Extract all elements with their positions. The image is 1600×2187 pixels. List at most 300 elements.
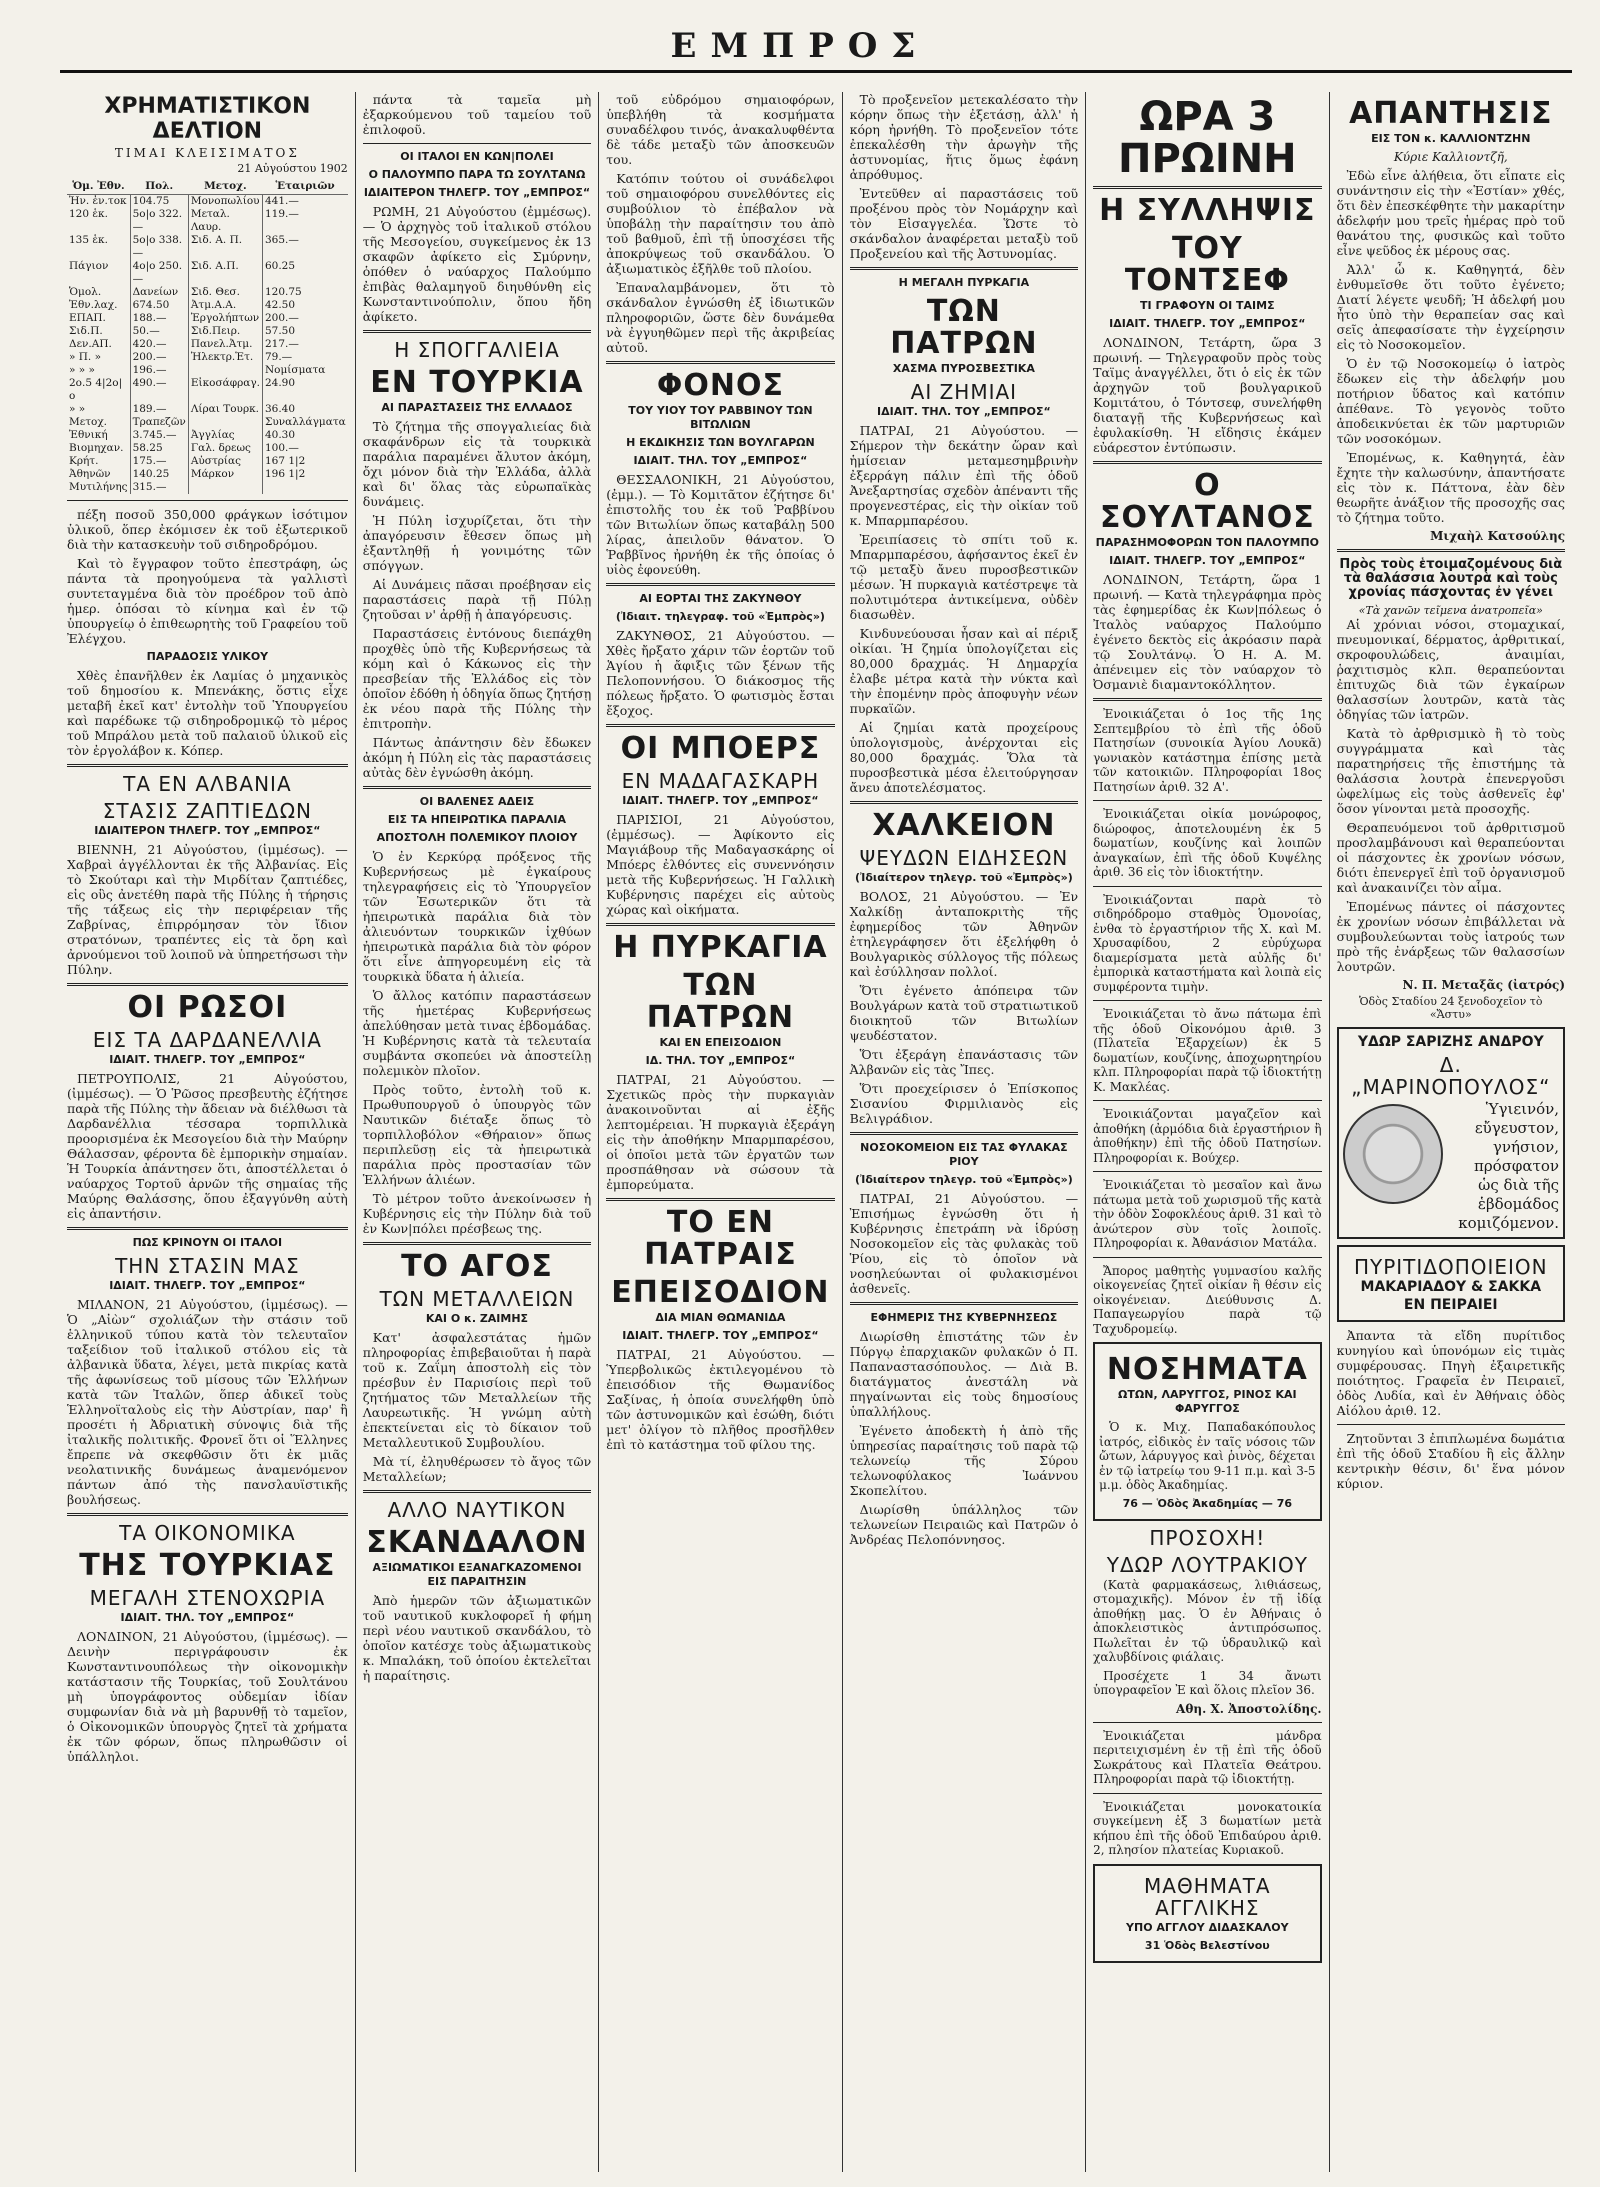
headline: ΜΕΓΑΛΗ ΣΤΕΝΟΧΩΡΙΑ — [89, 1586, 326, 1610]
telegram-line: ΙΔΙΑΙΤΕΡΟΝ ΤΗΛΕΓΡ. ΤΟΥ „ΕΜΠΡΟΣ“ — [94, 824, 321, 837]
article-text: Παραστάσεις ἐντόνους διεπάχθη προχθὲς ὑπὸ τῆς Κυβερνήσεως τὰ κόμη καὶ ὁ Κάκωνος εἰς τὴν πρεσβείαν τῆς Ἑλλάδος εἰς τὸν ὁποῖον ἐδόθη ἡ ὁδηγία ὅπως ζητήσῃ ἐκ νέου παρὰ τῆς Πύλης τὴν ἐπιτροπὴν. — [362, 626, 592, 731]
headline: ΑΠΑΝΤΗΣΙΣ — [1349, 96, 1553, 131]
classified-ad: Ἐνοικιάζεται οἰκία μονώροφος, διώροφος, ἀποτελουμένη ἐκ 5 δωματίων, κουζίνης καὶ λοιπῶν ἀναγκαίων, ἐπὶ τῆς ὁδοῦ Κυψέλης ἀριθ. 36 εἰς τὸν ἰδιοκτήτην. — [1093, 807, 1322, 879]
divider — [1093, 186, 1321, 189]
finance-cell: Μετοχ. — [67, 416, 130, 429]
finance-cell: Μάρκον — [188, 468, 262, 481]
finance-cell: 3.745.— — [130, 429, 188, 442]
article-text: Ὅτι ἐγένετο ἀπόπειρα τῶν Βουλγάρων κατὰ τοῦ στρατιωτικοῦ διοικητοῦ τῶν Βιτωλίων ψευδέστατον. — [849, 983, 1079, 1043]
article-text: Ἡ Πύλη ἰσχυρίζεται, ὅτι τὴν ἀπαγόρευσιν ἔθεσεν ὅπως μὴ ἐξαντληθῇ ἡ γονιμότης τῶν σπόγγων. — [362, 513, 592, 573]
headline: ΤΟ ΕΝ ΠΑΤΡΑΙΣ — [644, 1205, 797, 1272]
divider — [1093, 1722, 1321, 1723]
finance-cell: 50.— — [130, 325, 188, 338]
ad-address: 31 Ὁδὸς Βελεστίνου — [1144, 1938, 1270, 1952]
article-text: Ἐπομένως, κ. Καθηγητά, ἐὰν ἔχητε τὴν καλωσύνην, ἀπαντήσατε εἰς τὸν κ. Πάττονα, ἐὰν δὲν θεωρῆτε ἀνάξιον τῆς προσοχῆς σας τὸ ζήτημα τοῦτο. — [1336, 450, 1566, 525]
telegram-line: ΙΔΙΑΙΤ. ΤΗΛΕΓΡ. ΤΟΥ „ΕΜΠΡΟΣ“ — [622, 794, 819, 807]
divider — [1093, 800, 1321, 801]
finance-header-cell: Ὁμ. Ἐθν. — [67, 179, 130, 195]
finance-cell: Μονοπωλίου — [188, 195, 262, 209]
finance-row — [67, 455, 348, 468]
finance-cell: 100.— — [264, 442, 299, 454]
finance-row — [67, 468, 348, 481]
finance-row — [67, 416, 348, 429]
quote: «Τὰ χανῶν τεῖμενα ἀνατροπεῖα» — [1358, 604, 1543, 617]
article-text: Αἱ Δυνάμεις πᾶσαι προέβησαν εἰς παραστάσεις παρὰ τῇ Πύλῃ ζητοῦσαι ν' ἀρθῇ ἡ ἀπαγόρευσις. — [362, 577, 592, 622]
article-text: ΠΑΤΡΑΙ, 21 Αὐγούστου. — Ὑπερβολικῶς ἐκτιλεγομένου τὸ ἐπεισόδιον τῆς Θωμανίδος Σαξίνας, ἡ ὁποία συνελήφθη ὑπὸ τῶν ἀστυνομικῶν καὶ ἐσώθη, διότι μετ' ὀλίγον τὸ πλῆθος προσῆλθεν ἐπὶ τὸ κατάστημα τοῦ φίλου της. — [606, 1347, 835, 1452]
finance-header-cell: Ἑταιριῶν — [262, 179, 347, 195]
finance-cell: Σιδ.Π. — [67, 325, 130, 338]
columns — [60, 92, 1572, 2172]
telegram-line: ΙΔΙΑΙΤ. ΤΗΛΕΓΡ. ΤΟΥ „ΕΜΠΡΟΣ“ — [622, 1329, 819, 1342]
ad-address: 76 — Ὁδὸς Ἀκαδημίας — 76 — [1122, 1496, 1293, 1510]
telegram-line: ΙΔΙΑΙΤ. ΤΗΛ. ΤΟΥ „ΕΜΠΡΟΣ“ — [633, 454, 808, 467]
article-text: ΖΑΚΥΝΘΟΣ, 21 Αὐγούστου. — Χθὲς ἤρξατο χάριν τῶν ἑορτῶν τοῦ Ἁγίου ἡ ἄφιξις τῶν ξένων τῆς Πελοποννήσου. Ὁ διάκοσμος τῆς πόλεως ἤρξατο. Ὁ φωτισμὸς ἔσται ἔξοχος. — [606, 628, 835, 718]
article-text: Ἀπαντα τὰ εἴδη πυρίτιδος κυνηγίου καὶ ὑπονόμων εἰς τιμὰς συμφέρουσας. Πηγὴ ἐξαιρετικῆς ποιότητος. Γραφεῖα ἐν Πειραιεῖ, ὁδὸς Λυδία, καὶ ἐν Ἀθήναις ὁδὸς Αἰόλου ἀριθ. 12. — [1336, 1328, 1566, 1418]
divider — [1093, 1257, 1321, 1258]
article-text: Ὁ ἐν τῷ Νοσοκομείῳ ὁ ἰατρὸς ἔδωκεν εἰς τὴν ἀδελφήν μου ποτήριον ὕδατος καὶ κατόπιν ἀπέθανε. Τὸ γεγονὸς τοῦτο ἀποδεικνύεται ἐκ τῶν μαρτυριῶν τῶν νοσοκόμων. — [1336, 356, 1566, 446]
finance-row — [67, 234, 348, 260]
article-text: Διωρίσθη ὑπάλληλος τῶν τελωνείων Πειραιῶς καὶ Πατρῶν ὁ Ἀνδρέας Πελοπόννησος. — [849, 1502, 1079, 1547]
finance-row — [67, 208, 348, 234]
finance-row — [67, 195, 348, 209]
article-text: ΒΟΛΟΣ, 21 Αὐγούστου. — Ἐν Χαλκίδῃ ἀνταποκριτὴς τῆς ἐφημερίδος τῶν Ἀθηνῶν ἐτηλεγράφησεν ὅτι ἐξελήφθη ὁ Βουλγαρικὸς σύλλογος τῆς πόλεως καὶ ἐσύλλησαν πολλοί. — [849, 889, 1079, 979]
ad-subheading: ΥΠΟ ΑΓΓΛΟΥ ΔΙΔΑΣΚΑΛΟΥ — [1126, 1920, 1289, 1934]
column-4 — [843, 92, 1086, 2172]
finance-cell: Ὁμολ. — [67, 286, 130, 299]
ad-text: Προσέχετε 1 34 ἄνωτι ὑπογραφεῖον Ἐ καὶ ὅλοις πλεῖον 36. — [1093, 1668, 1322, 1697]
article-text: Ἐγένετο ἀποδεκτὴ ἡ ἀπὸ τῆς ὑπηρεσίας παραίτησις τοῦ παρὰ τῷ τελωνείῳ τῆς Σύρου τελωνοφύλακος Ἰωάννου Σκοπελίτου. — [849, 1423, 1079, 1498]
finance-cell: » Π. » — [67, 351, 130, 364]
masthead: ΕΜΠΡΟΣ — [670, 26, 930, 66]
article-text: ΛΟΝΔΙΝΟΝ, 21 Αὐγούστου, (ἰμμέσως). — Δεινὴν περιγράφουσιν ἐκ Κωνσταντινουπόλεως τὴν οἰκονομικὴν κατάστασιν τῆς Τουρκίας, τοῦ Σουλτάνου μὴ ὑπογράφοντος οὐδεμίαν ἰδίαν συμφωνίαν διὰ νὰ μὴ βαρυνθῇ τὸ ταμεῖον, ὁ Οἰκονομικῶν ὑπουργὸς ζητεῖ τὰ χρήματα ἐκ τῶν φόρων, ὅπως πληρωθῶσιν οἱ ὑπάλληλοι. — [67, 1629, 348, 1764]
finance-cell: 120 ἑκ. — [67, 208, 130, 234]
telegram-line: (Ἰδιαιτ. τηλεγραφ. τοῦ «Ἐμπρὸς») — [615, 610, 825, 623]
divider — [1093, 461, 1321, 464]
finance-cell: 79.— — [264, 351, 293, 363]
finance-cell: 420.— — [130, 338, 188, 351]
headline: ΧΑΛΚΕΙΟΝ — [872, 808, 1056, 843]
finance-cell: Μυτιλήνης — [67, 481, 130, 494]
classified-ad: Ἐνοικιάζεται τὸ ἄνω πάτωμα ἐπὶ τῆς ὁδοῦ Οἰκονόμου ἀριθ. 3 (Πλατεῖα Ἐξαρχείων) ἐκ 5 δωματίων, κουζίνης, ἀποχωρητηρίου κλπ. Πληροφορίαι παρὰ τῷ ἰδιοκτήτῃ Κ. Μακλέας. — [1093, 1007, 1322, 1094]
article-text: Τὸ προξενεῖον μετεκαλέσατο τὴν κόρην ὅπως τὴν ἐξετάσῃ, ἀλλ' ἡ κόρη ἠρνήθη. Τὸ προξενεῖον τότε ἐπεκαλέσθη τὴν ἀρωγὴν τῆς ἀστυνομίας, ἥτις ὅμως ἐφάνη ἀπρόθυμος. — [849, 92, 1079, 182]
ad-text: Ὑγιεινόν, εὔγευστον, γνήσιον, πρόσφατον ὡς διὰ τῆς ἑβδομάδος κομιζόμενον. — [1458, 1100, 1560, 1232]
article-text: ΛΟΝΔΙΝΟΝ, Τετάρτη, ὥρα 1 πρωινή. — Κατὰ τηλεγράφημα πρὸς τὰς ἐφημερίδας ἐκ Κων|πόλεως ὁ Ἰταλὸς ναύαρχος Παλούμπο ἐγένετο δεκτὸς εἰς ἀκρόασιν παρὰ τῷ Σουλτάνῳ. Ὁ Η. Α. Μ. ἀπένειμεν εἰς τὸν ναύαρχον τὸ Ὀσμανιὲ διαμαντοκόλλητον. — [1093, 572, 1322, 692]
headline: ΑΙ ΕΟΡΤΑΙ ΤΗΣ ΖΑΚΥΝΘΟΥ — [639, 592, 802, 605]
finance-cell — [188, 416, 262, 429]
article-text: Ἐντεῦθεν αἱ παραστάσεις τοῦ προξένου πρὸς τὸν Νομάρχην καὶ τὸν Εἰσαγγελέα. Ὥστε τὸ σκάνδαλον ἀναφέρεται μεταξὺ τοῦ Προξενείου καὶ τῆς Ἀστυνομίας. — [849, 186, 1079, 261]
article-text: Ἐπομένως πάντες οἱ πάσχοντες ἐκ χρονίων νόσων ἐπιβάλλεται νὰ συμβουλεύωνται τοὺς ἰατρούς των πρὸ τῆς ἐνάρξεως τῶν θαλασσίων λουτρῶν. — [1336, 899, 1566, 974]
telegram-line: ΙΔΙΑΙΤ. ΤΗΛ. ΤΟΥ „ΕΜΠΡΟΣ“ — [120, 1611, 295, 1624]
divider — [1093, 1171, 1321, 1172]
address: Ὁδὸς Σταδίου 24 ξενοδοχεῖον τὸ «Ἄστυ» — [1359, 995, 1543, 1021]
headline: ΤΗΝ ΣΤΑΣΙΝ ΜΑΣ — [115, 1254, 300, 1278]
article-text: Χθὲς ἐπανῆλθεν ἐκ Λαμίας ὁ μηχανικὸς τοῦ δημοσίου κ. Μπενάκης, ὅστις εἶχε μεταβῆ ἐκεῖ κατ' ἐντολὴν τοῦ Ὑπουργείου καὶ παρέδωκε τῷ σιδηροδρομικῷ τὸ μέρος τοῦ Μπράλου μετὰ τοῦ παλαιοῦ ὑλικοῦ εἰς τὸν ἐργολάβον κ. Κόπερ. — [67, 668, 348, 758]
finance-cell: 119.— — [264, 208, 299, 220]
finance-body — [67, 195, 348, 495]
article-text: Πάντως ἀπάντησιν δὲν ἔδωκεν ἀκόμη ἡ Πύλη εἰς τὰς παραστάσεις αὐτὰς δὲν ἐγνώσθη ἀκόμη. — [362, 735, 592, 780]
telegram-line: ΙΔΙΑΙΤ. ΤΗΛ. ΤΟΥ „ΕΜΠΡΟΣ“ — [877, 405, 1051, 418]
finance-row — [67, 351, 348, 364]
finance-cell: 188.— — [130, 312, 188, 325]
article-text: Θεραπευόμενοι τοῦ ἀρθριτισμοῦ προσλαμβάνουσι καὶ θεραπεύονται οἱ πάσχοντες ἐκ χρονίων νόσων, διότι ἐπενεργεῖ ἐπὶ τοῦ ὀργανισμοῦ καὶ ἀνακαινίζει τὸν αἷμα. — [1336, 820, 1566, 895]
article-text: Ὅτι ἐξεράγη ἐπανάστασις τῶν Ἀλβανῶν εἰς τὰς Ἴπες. — [849, 1047, 1079, 1077]
headline: ΠΩΣ ΚΡΙΝΟΥΝ ΟΙ ΙΤΑΛΟΙ — [132, 1236, 283, 1249]
classified-ad: Ἐνοικιάζεται ὁ 1ος τῆς 1ης Σεπτεμβρίου τὸ ἐπὶ τῆς ὁδοῦ Πατησίων (συνοικία Ἀγίου Λουκᾶ) γωνιακὸν κατάστημα ἐπίσης μετὰ τῶν κατοικιῶν. Πληροφορίαι 18ος Πατησίων ἀριθ. 32 Α'. — [1093, 707, 1322, 794]
article-text: ΒΙΕΝΝΗ, 21 Αὐγούστου, (ἰμμέσως). — Χαβραὶ ἀγγέλλονται ἐκ τῆς Ἀλβανίας. Εἰς τὸ Σκούταρι καὶ τὴν Μιρδίταν ζαπτιέδες, εἰς οὓς ἀνετέθη παρὰ τῆς Πύλης ἡ τήρησις τῆς τάξεως εἰς τὴν περιφέρειαν τῆς Ζαβρίνας, ἐπιρρόμησαν τὸν ἴδιον στρατόνων, τραπέντες εἰς τὰ ὄρη καὶ ἀρνούμενοι τοῦ λοιποῦ νὰ ὑπηρετήσωσι τὴν Πύλην. — [67, 842, 348, 977]
divider — [363, 1490, 591, 1493]
headline: ΤΩΝ ΠΑΤΡΩΝ — [646, 968, 795, 1035]
headline: Ο ΣΟΥΛΤΑΝΟΣ — [1099, 468, 1315, 535]
finance-cell: Τραπεζῶν — [130, 416, 188, 429]
finance-row — [67, 429, 348, 442]
headline: ΩΡΑ 3 ΠΡΩΙΝΗ — [1118, 94, 1297, 182]
telegram-line: ΙΔΙΑΙΤ. ΤΗΛΕΓΡ. ΤΟΥ „ΕΜΠΡΟΣ“ — [1109, 317, 1306, 330]
divider — [1093, 1793, 1321, 1794]
headline: ΝΟΣΟΚΟΜΕΙΟΝ ΕΙΣ ΤΑΣ ΦΥΛΑΚΑΣ ΡΙΟΥ — [860, 1141, 1068, 1168]
ad-box-mathimata — [1093, 1864, 1321, 1963]
finance-row — [67, 403, 348, 416]
finance-cell: Λίραι Τουρκ. — [188, 403, 262, 416]
divider — [606, 583, 834, 586]
telegram-line: ΙΔ. ΤΗΛ. ΤΟΥ „ΕΜΠΡΟΣ“ — [645, 1054, 796, 1067]
headline: Η ΠΥΡΚΑΓΙΑ — [613, 930, 828, 965]
ad-heading: ΠΥΡΙΤΙΔΟΠΟΙΕΙΟΝ — [1353, 1255, 1548, 1279]
ad-subheading: ΩΤΩΝ, ΛΑΡΥΓΓΟΣ, ΡΙΝΟΣ ΚΑΙ ΦΑΡΥΓΓΟΣ — [1118, 1388, 1297, 1415]
divider — [1337, 549, 1565, 552]
divider — [1093, 886, 1321, 887]
finance-header-cell: Μετοχ. — [188, 179, 262, 195]
finance-cell: 24.90 — [264, 377, 296, 389]
divider — [850, 1302, 1078, 1305]
headline: Η ΣΠΟΓΓΑΛΙΕΙΑ — [394, 338, 560, 362]
headline: ΑΙ ΖΗΜΙΑΙ — [910, 380, 1018, 404]
headline: ΑΠΟΣΤΟΛΗ ΠΟΛΕΜΙΚΟΥ ΠΛΟΙΟΥ — [376, 831, 578, 844]
ad-heading: ΕΝ ΠΕΙΡΑΙΕΙ — [1403, 1297, 1498, 1313]
article-text: Κατ' ἀσφαλεστάτας ἡμῶν πληροφορίας ἐπιβεβαιοῦται ἡ παρὰ τοῦ κ. Ζαΐμη ἀποστολὴ εἰς τὸν πρέσβυν ἐν Παρισίοις περὶ τοῦ ζητήματος τῶν Μεταλλείων τῆς Λαυρεωτικῆς. Ἡ γνώμη αὐτὴ ἐπεκτείνεται εἰς τὸ δίκαιον τοῦ Μεταλλευτικοῦ Συμβουλίου. — [362, 1330, 592, 1450]
finance-cell: Ἀγγλίας — [188, 429, 262, 442]
telegram-line: (Ἰδιαίτερον τηλεγρ. τοῦ «Ἐμπρὸς») — [855, 1173, 1073, 1186]
headline: ΤΟ ΑΓΟΣ — [401, 1249, 553, 1284]
top-rule — [60, 70, 1572, 73]
headline: ΤΟΥ ΤΟΝΤΣΕΦ — [1124, 231, 1290, 298]
finance-cell: Ἀθηνῶν — [67, 468, 130, 481]
article-text: ΠΑΤΡΑΙ, 21 Αὐγούστου. — Σήμερον τὴν δεκάτην ὥραν καὶ ἡμίσειαν μεταμεσημβρινὴν ἐξερράγη πάλιν ἐπὶ τῆς ὁδοῦ Ἀνεξαρτησίας σχεδὸν ἀπέναντι τῆς προγενεστέρας, εἰς τὴν οἰκίαν τοῦ κ. Μπαρμπαρέσου. — [849, 423, 1079, 528]
article-text: Ἀπὸ ἡμερῶν τῶν ἀξιωματικῶν τοῦ ναυτικοῦ κυκλοφορεῖ ἡ φήμη περὶ νέου ναυτικοῦ σκανδάλου, τὸ ὁποῖον κατέσχε τοὺς ἀξιωματικοὺς κ. Μπαλάκη, τοῦ ὁποίου ἐκτελεῖται ἡ παραίτησις. — [362, 1593, 592, 1683]
divider — [67, 500, 348, 501]
finance-cell: 200.— — [264, 312, 299, 324]
divider — [606, 923, 834, 926]
divider — [850, 267, 1078, 270]
headline: ΕΙΣ ΤΑ ΔΑΡΔΑΝΕΛΛΙΑ — [92, 1028, 322, 1052]
finance-cell: Νομίσματα — [264, 364, 326, 376]
headline: ΚΑΙ ΕΝ ΕΠΕΙΣΟΔΙΟΝ — [659, 1036, 782, 1049]
ad-heading: ΜΑΚΑΡΙΑΔΟΥ & ΣΑΚΚΑ — [1360, 1279, 1542, 1295]
divider — [606, 724, 834, 727]
headline: ΦΟΝΟΣ — [656, 368, 784, 403]
headline: ΤΑ ΕΝ ΑΛΒΑΝΙΑ — [123, 772, 292, 796]
finance-cell — [188, 364, 262, 377]
finance-cell: Συναλλάγματα — [264, 416, 346, 428]
column-5 — [1086, 92, 1329, 2172]
finance-cell: 5ο|ο 338.— — [130, 234, 188, 260]
finance-cell: 2ο.5 4|2ο|ο — [67, 377, 130, 403]
headline: ΣΚΑΝΔΑΛΟΝ — [366, 1525, 588, 1560]
finance-row — [67, 338, 348, 351]
ad-heading: ΥΔΩΡ ΣΑΡΙΖΗΣ ΑΝΔΡΟΥ — [1357, 1034, 1544, 1050]
headline: ΕΙΣ ΤΑ ΗΠΕΙΡΩΤΙΚΑ ΠΑΡΑΛΙΑ — [387, 813, 567, 826]
finance-cell: 5ο|ο 322.— — [130, 208, 188, 234]
headline: ΟΙ ΜΠΟΕΡΣ — [620, 731, 821, 766]
finance-header-cell: Πολ. — [130, 179, 188, 195]
divider — [1093, 1100, 1321, 1101]
finance-row — [67, 481, 348, 494]
finance-cell: Δανείων — [130, 286, 188, 299]
divider — [363, 143, 591, 144]
finance-row — [67, 325, 348, 338]
article-text: πάντα τὰ ταμεῖα μὴ ἐξαρκούμενου τοῦ ταμείου τοῦ ἐπιλοφοῦ. — [362, 92, 592, 137]
headline: ΑΞΙΩΜΑΤΙΚΟΙ ΕΞΑΝΑΓΚΑΖΟΜΕΝΟΙ ΕΙΣ ΠΑΡΑΙΤΗΣΙΝ — [372, 1561, 582, 1588]
article-text: Διωρίσθη ἐπιστάτης τῶν ἐν Πύργῳ ἐπαρχιακῶν φυλακῶν ὁ Π. Παπαναστασόπουλος. — Διὰ Β. διατάγματος ἀνεστάλη νὰ πηγαίνωνται εἰς τοὺς δημοσίους ὑπαλλήλους. — [849, 1329, 1079, 1419]
divider — [850, 801, 1078, 804]
headline: Ο ΠΑΛΟΥΜΠΟ ΠΑΡΑ ΤΩ ΣΟΥΛΤΑΝΩ — [368, 168, 586, 181]
article-text: Τὸ μέτρον τοῦτο ἀνεκοίνωσεν ἡ Κυβέρνησις εἰς τὴν Πύλην διὰ τοῦ ἐν Κων|πόλει πρέσβεως της. — [362, 1191, 592, 1236]
finance-row — [67, 312, 348, 325]
ad-heading: ΠΡΟΣΟΧΗ! — [1149, 1525, 1266, 1550]
article-text: Ἐπαναλαμβάνομεν, ὅτι τὸ σκάνδαλον ἐγνώσθη ἐξ ἰδιωτικῶν πληροφοριῶν, ὥστε δὲν δυνάμεθα νὰ ἐγγυηθῶμεν περὶ τῆς ἀκριβείας αὐτοῦ. — [606, 280, 835, 355]
headline: ΤΑ ΟΙΚΟΝΟΜΙΚΑ — [119, 1521, 296, 1545]
telegram-line: (Ἰδιαίτερον τηλεγρ. τοῦ «Ἐμπρὸς») — [855, 871, 1073, 884]
finance-cell: 490.— — [130, 377, 188, 403]
headline: ΟΙ ΙΤΑΛΟΙ ΕΝ ΚΩΝ|ΠΟΛΕΙ — [400, 150, 554, 163]
finance-table — [67, 179, 348, 494]
headline: ΨΕΥΔΩΝ ΕΙΔΗΣΕΩΝ — [859, 846, 1069, 870]
finance-cell: 120.75 — [264, 286, 302, 298]
headline: ΤΙ ΓΡΑΦΟΥΝ ΟΙ ΤΑΙΜΣ — [1140, 299, 1275, 312]
article-text: ΠΑΤΡΑΙ, 21 Αὐγούστου. — Σχετικῶς πρὸς τὴν πυρκαγιὰν ἀνακοινοῦνται αἱ ἐξῆς λεπτομέρειαι. Ἡ πυρκαγιὰ ἐξεράγη εἰς τὴν ἀποθήκην Μπαρμπαρέσου, οἱ ὁποῖοι μετὰ τῶν ἐργατῶν των προσπάθησαν νὰ σώσουν τὰ ἐμπορεύματα. — [606, 1072, 835, 1192]
ad-box-nosimata — [1093, 1342, 1321, 1521]
article-text: ΜΙΛΑΝΟΝ, 21 Αὐγούστου, (ἰμμέσως). — Ὁ „Αἰὼν“ σχολιάζων τὴν στάσιν τοῦ ἑλληνικοῦ τύπου κατὰ τὸν τελευταῖον ταξείδιον τοῦ ἰταλικοῦ στόλου εἰς τὰ ἀλβανικὰ ὕδατα, λέγει, μετὰ πικρίας κατὰ τῆς ἀφωνίσεως τοῦ μίσους τῶν Ἑλλήνων κατὰ τῶν Ἰταλῶν, ὅπερ ἀδικεῖ τοὺς Ἑλληνοϊταλοὺς εἰς τὴν Αὐστρίαν, παρ' ἣ προσέτι ἡ Ἀδριατικὴ σύνοψις διὰ τῆς ἰταλικῆς πολιτικῆς. Φρονεῖ ὅτι οἱ Ἕλληνες ἔπρεπε νὰ σκεφθῶσιν ὅτι ἐκ μιᾶς νεολατινικῆς δυνάμεως ἀναμενόμενον πάντων ἀπό τὴς πανσλαυϊστικῆς βουλήσεως. — [67, 1297, 348, 1507]
article-text: Ὅτι προεχείρισεν ὁ Ἐπίσκοπος Σισανίου Φιρμιλιανὸς εἰς Βελιγράδιον. — [849, 1081, 1079, 1126]
finance-row — [67, 377, 348, 403]
finance-row — [67, 299, 348, 312]
headline: Πρὸς τοὺς ἑτοιμαζομένους διὰ τὰ θαλάσσια λουτρὰ καὶ τοὺς χρονίας πάσχοντας ἐν γένει — [1339, 557, 1563, 600]
article-text: ΡΩΜΗ, 21 Αὐγούστου (ἐμμέσως). — Ὁ ἀρχηγὸς τοῦ ἰταλικοῦ στόλου τῆς Μεσογείου, συγκείμενος ἐκ 13 σκαφῶν ἀφίκετο εἰς Σμύρνην, ὁπόθεν ὁ ναύαρχος Παλούμπο ἐπιβὰς θαλαμηγοῦ διηυθύνθη εἰς Κωνσταντινούπολιν, ὅπου ἤδη ἀφίκετο. — [362, 204, 592, 324]
finance-cell: 60.25 — [264, 260, 296, 272]
classified-ad: Ἐνοικιάζεται τὸ μεσαῖον καὶ ἄνω πάτωμα μετὰ τοῦ χωρισμοῦ τῆς κατὰ τὴν ὁδὸν Σοφοκλέους ἀριθ. 31 καὶ τὸ ἀνώτερον σὺν τοῖς λοιποῖς. Πληροφορίαι κ. Ἀθανάσιον Ματάλα. — [1093, 1178, 1322, 1250]
finance-cell: 189.— — [130, 403, 188, 416]
finance-cell: 175.— — [130, 455, 188, 468]
headline: ΕΝ ΤΟΥΡΚΙΑ — [370, 365, 584, 400]
finance-subtitle: ΤΙΜΑΙ ΚΛΕΙΣΙΜΑΤΟΣ — [114, 146, 300, 160]
finance-row — [67, 364, 348, 377]
finance-cell: 40.30 — [264, 429, 296, 441]
finance-cell: Δεν.ΑΠ. — [67, 338, 130, 351]
finance-cell: Σιδ. Θεσ. — [188, 286, 262, 299]
finance-cell: 42.50 — [264, 299, 296, 311]
article-text: Κατόπιν τούτου οἱ συνάδελφοι τοῦ σημαιοφόρου συνελθόντες εἰς συμβούλιον τὸ ἐπέβαλον νὰ ὑποβάλῃ τὴν παραίτησιν του ἀπὸ τοῦ βαθμοῦ, ἐπὶ τῇ ὑποσχέσει τῆς ἀποκρύψεως τοῦ σκανδάλου. Ὁ ἀξιωματικὸς ἐξῆλθε τοῦ πλοίου. — [606, 171, 835, 276]
finance-cell: 674.50 — [130, 299, 188, 312]
finance-cell: 200.— — [130, 351, 188, 364]
telegram-line: ΙΔΙΑΙΤ. ΤΗΛΕΓΡ. ΤΟΥ „ΕΜΠΡΟΣ“ — [109, 1053, 306, 1066]
headline: ΤΗΣ ΤΟΥΡΚΙΑΣ — [79, 1548, 336, 1583]
headline: ΤΟΥ ΥΙΟΥ ΤΟΥ ΡΑΒΒΙΝΟΥ ΤΩΝ ΒΙΤΩΛΙΩΝ — [628, 404, 813, 431]
finance-cell: 58.25 — [130, 442, 188, 455]
ad-signature: Αθη. Χ. Ἀποστολίδης. — [1176, 1701, 1322, 1716]
finance-cell: 135 ἑκ. — [67, 234, 130, 260]
finance-header-row — [67, 179, 348, 195]
ad-heading: ΥΔΩΡ ΛΟΥΤΡΑΚΙΟΥ — [1106, 1552, 1308, 1577]
finance-cell: Αὐστρίας — [188, 455, 262, 468]
finance-cell: Πάγιον — [67, 260, 130, 286]
signature: Μιχαὴλ Κατσούλης — [1430, 529, 1566, 543]
article-text: Πρὸς τοῦτο, ἐντολὴ τοῦ κ. Πρωθυπουργοῦ ὁ ὑπουργὸς τῶν Ναυτικῶν διέταξε ὅπως τὸ τορπιλλοβόλον «Θήραιον» ὅπως περιπλεῦσῃ εἰς τὰ ἠπειρωτικὰ παράλια πρὸς προστασίαν τῶν Ἑλλήνων ἁλιέων. — [362, 1082, 592, 1187]
finance-cell: 4ο|ο 250.— — [130, 260, 188, 286]
article-text: Ἐδὼ εἶνε ἀλήθεια, ὅτι εἶπατε εἰς συνάντησιν εἰς τὴν «Ἑστίαν» χθές, ὅτι δὲν ἐπεσκέφθητε τὴν μακαρίτην ἀδελφήν μου τρεῖς ἡμέρας πρὸ τοῦ θανάτου της, φυσικῶς καὶ τοῦτο εἶνε ψεῦδος ἐκ μέρους σας. — [1336, 168, 1566, 258]
column-2 — [356, 92, 599, 2172]
divider — [1337, 1424, 1565, 1425]
finance-row — [67, 286, 348, 299]
headline: ΔΙΑ ΜΙΑΝ ΘΩΜΑΝΙΔΑ — [655, 1311, 786, 1324]
telegram-line: ΙΔΙΑΙΤ. ΤΗΛΕΓΡ. ΤΟΥ „ΕΜΠΡΟΣ“ — [109, 1279, 306, 1292]
finance-cell: Ἠλεκτρ.Ἑτ. — [188, 351, 262, 364]
headline: Η ΜΕΓΑΛΗ ΠΥΡΚΑΓΙΑ — [898, 276, 1030, 289]
article-text: ΠΑΤΡΑΙ, 21 Αὐγούστου. — Ἐπισήμως ἐγνώσθη ὅτι ἡ Κυβέρνησις ἐπετράπη νὰ ἱδρύσῃ Νοσοκομεῖον εἰς τὰς φυλακὰς τοῦ Ῥίου, εἰς τὸ ὁποῖον νὰ νοσηλεύωνται οἱ φυλακισμένοι ἀσθενεῖς. — [849, 1191, 1079, 1296]
article-text: Μὰ τί, ἐληυθέρωσεν τὸ ἄγος τῶν Μεταλλείων; — [362, 1454, 592, 1484]
ad-heading: ΜΑΘΗΜΑΤΑ ΑΓΓΛΙΚΗΣ — [1144, 1873, 1271, 1920]
finance-cell — [188, 481, 262, 494]
ad-text: Ὁ κ. Μιχ. Παπαδακόπουλος ἰατρός, εἰδικὸς ἐν ταῖς νόσοις τῶν ὤτων, λάρυγγος καὶ ῥινὸς, δέχεται ἐν τῷ ἰατρείῳ του 9-11 π.μ. καὶ 3-5 μ.μ. ὁδὸς Ἀκαδημίας. — [1099, 1420, 1316, 1492]
finance-title: ΧΡΗΜΑΤΙΣΤΙΚΟΝ ΔΕΛΤΙΟΝ — [104, 94, 311, 144]
finance-row — [67, 260, 348, 286]
article-text: Ὁ ἐν Κερκύρᾳ πρόξενος τῆς Κυβερνήσεως μὲ ἐγκαίρους τηλεγραφήσεις εἰς τὸ Ὑπουργεῖον τῶν Ἐσωτερικῶν ὅτι τὰ ἠπειρωτικὰ παράλια διὰ τὸν ἀλιευόντων τουρκικῶν ἰχθύων ἠπειρωτικὰ παράλια διὰ τὸν φόρον ὅτι εἶνε ἀπηγορευμένη εἰς τὰ τουρκικὰ ὕδατα ἡ ἁλιεία. — [362, 849, 592, 984]
classified-ad: Ἐνοικιάζονται παρὰ τὸ σιδηρόδρομο σταθμὸς Ὁμονοίας, ἐνθα τὸ ἐργαστήριον τῆς Χ. καὶ Μ. Χρυσαφίδου, 2 εὐρύχωρα διαμερίσματα μετὰ αὐλῆς δι' ἐμπορικὰ καταστήματα καὶ λοιπὰ εἰς συμφέροντα τιμὴν. — [1093, 892, 1322, 994]
finance-cell: Γαλ. δρεως — [188, 442, 262, 455]
divider — [850, 1132, 1078, 1135]
finance-cell: 217.— — [264, 338, 299, 350]
finance-cell: Ἐθνική — [67, 429, 130, 442]
finance-cell: Ἐργολήπτων — [188, 312, 262, 325]
article-text: Αἱ ζημίαι κατὰ προχείρους ὑπολογισμοὺς, ἀνέρχονται εἰς 80,000 δραχμάς. Ὅλα τὰ πυροσβεστικὰ μέσα ἐλειτούργησαν ἄνευ ἀποτελέσματος. — [849, 720, 1079, 795]
finance-cell: Πανελ.Ἀτμ. — [188, 338, 262, 351]
headline: ΤΩΝ ΠΑΤΡΩΝ — [890, 294, 1038, 361]
headline: ΠΑΡΑΣΗΜΟΦΟΡΩΝ ΤΟΝ ΠΑΛΟΥΜΠΟ — [1095, 536, 1320, 549]
article-text: Αἱ χρόνιαι νόσοι, στομαχικαί, πνευμονικαί, δέρματος, ἀρθριτικαί, σκροφουλώδεις, ἀναιμίαι, ῥαχιτισμὸς κλπ. θεραπεύονται ἐπιτυχῶς διὰ τῶν ἐγκαίρων θαλασσίων λουτρῶν, κατὰ τὰς ὁδηγίας τῶν ἰατρῶν. — [1336, 617, 1566, 722]
finance-cell: Σιδ. Α.Π. — [188, 260, 262, 286]
classified-ad: Ζητοῦνται 3 ἐπιπλωμένα δωμάτια ἐπὶ τῆς ὁδοῦ Σταδίου ἢ εἰς ἄλλην κεντρικὴν θέσιν, δι' ἕνα μόνον κύριον. — [1336, 1431, 1566, 1491]
article-text: Κατὰ τὸ ἀρθρισμικὸ ἢ τὸ τοὺς συγγράμματα καὶ τὰς παρατηρήσεις τῆς ἐπιστήμης τὰ θαλάσσια λουτρὰ ἐπενεργοῦσι ὠφελίμως εἰς τοὺς ἀσθενεῖς ἐφ' ὅσον γίνονται μετὰ προσοχῆς. — [1336, 726, 1566, 816]
finance-cell: 315.— — [130, 481, 188, 494]
column-6 — [1330, 92, 1572, 2172]
finance-row — [67, 442, 348, 455]
classifieds — [1093, 707, 1321, 1336]
finance-cell: 365.— — [264, 234, 299, 246]
classified-ad: Ἐνοικιάζονται μαγαζεῖον καὶ ἀποθήκη (ἀρμόδια διὰ ἐργαστήριον ἢ ἀποθήκην) ἐπὶ τῆς ὁδοῦ Πατησίων. Πληροφορίαι κ. Βούχερ. — [1093, 1107, 1322, 1165]
headline: Η ΣΥΛΛΗΨΙΣ — [1099, 193, 1316, 228]
finance-cell: Μεταλ. Λαυρ. — [188, 208, 262, 234]
divider — [1093, 1000, 1321, 1001]
divider — [1093, 698, 1321, 701]
headline: ΕΝ ΜΑΔΑΓΑΣΚΑΡΗ — [621, 769, 820, 793]
headline: ΤΩΝ ΜΕΤΑΛΛΕΙΩΝ — [379, 1287, 575, 1311]
ad-box-sarizis — [1337, 1027, 1565, 1239]
article-text: ΘΕΣΣΑΛΟΝΙΚΗ, 21 Αὐγούστου, (ἐμμ.). — Τὸ Κομιτᾶτον ἐζήτησε δι' ἐπιστολῆς του ἐκ τοῦ Ῥαββίνου τῶν Βιτωλίων ὅπως καταβάλῃ 500 λίρας, ἀπειλοῦν θάνατον. Ὁ Ῥαββῖνος ἠρνήθη ἐκ τῆς ὁποίας ὁ υἱὸς ἐφονεύθη. — [606, 472, 835, 577]
finance-cell: ΕΠΑΠ. — [67, 312, 130, 325]
finance-cell: 104.75 — [130, 195, 188, 209]
finance-cell: 441.— — [264, 195, 299, 207]
divider — [606, 1198, 834, 1201]
headline: ΕΦΗΜΕΡΙΣ ΤΗΣ ΚΥΒΕΡΝΗΣΕΩΣ — [870, 1311, 1058, 1324]
finance-cell: 167 1|2 — [264, 455, 306, 467]
headline: ΑΛΛΟ ΝΑΥΤΙΚΟΝ — [387, 1498, 567, 1522]
finance-cell: 196 1|2 — [264, 468, 306, 480]
finance-cell: Σιδ. Α. Π. — [188, 234, 262, 260]
divider — [67, 983, 348, 986]
article-text: ΠΑΡΙΣΙΟΙ, 21 Αὐγούστου, (ἐμμέσως). — Ἀφίκοντο εἰς Μαγιάβουρ τῆς Μαδαγασκάρης οἱ Μπόερς ἐλθόντες εἰς συνεννόησιν μετὰ τῆς Κυβερνήσεως. Ἡ Γαλλικὴ Κυβέρνησις παρέχει εἰς αὐτοὺς χώρας καὶ οἰκήματα. — [606, 812, 835, 917]
finance-cell: Κρήτ. — [67, 455, 130, 468]
ad-box-pyritidopoieion — [1337, 1245, 1565, 1322]
headline: Η ΕΚΔΙΚΗΣΙΣ ΤΩΝ ΒΟΥΛΓΑΡΩΝ — [626, 436, 815, 449]
finance-cell: » » — [67, 403, 130, 416]
divider — [606, 361, 834, 364]
article-text: Τὸ ζήτημα τῆς σπογγαλιείας διὰ σκαφάνδρων εἰς τὰ τουρκικὰ παράλια παραμένει ἄλυτον ἀκόμη, ὄχι μόνον διὰ τὴν Ἑλλάδα, ἀλλὰ καὶ δι' ὅλας τὰς εὐρωπαϊκὰς δυνάμεις. — [362, 419, 592, 509]
divider — [363, 1242, 591, 1245]
headline: ΕΙΣ ΤΟΝ κ. ΚΑΛΛΙΟΝΤΖΗΝ — [1371, 132, 1531, 145]
finance-cell: 57.50 — [264, 325, 296, 337]
column-1 — [60, 92, 356, 2172]
article-text: πέξη ποσοῦ 350,000 φράγκων ἰσότιμον ὑλικοῦ, ὅπερ ἐκόμισεν ἐκ τοῦ ἐξωτερικοῦ διὰ τὴν κατασκευὴν τοῦ σιδηροδρόμου. — [67, 507, 348, 552]
article-text: ΠΕΤΡΟΥΠΟΛΙΣ, 21 Αὐγούστου, (ἰμμέσως). — Ὁ Ῥῶσος πρεσβευτὴς ἐζήτησε παρὰ τῆς Πύλης τὴν ἄδειαν νὰ διέλθωσι τὰ Δαρδανέλλια τέσσαρα τορπιλλικὰ προορισμένα ἐκ Μεσογείου διὰ τὴν Μαύρην Θάλασσαν, φέροντα δὲ ἐμπορικὴν σημαίαν. Ἡ Τουρκία ἀπάντησεν ὅτι, ἀποστέλλεται ὁ ναύαρχος Τορτοῦ ἀρνῶν τῆς σημαίας τῆς Μαύρης Θαλάσσης, ὅπου ἐξαγγύνθη αὐτὴ εἰς ἀπαντήσιν. — [67, 1071, 348, 1221]
classified-ad: Ἐνοικιάζεται μονοκατοικία συγκείμενη ἐξ 3 δωματίων μετὰ κήπου ἐπὶ τῆς ὁδοῦ Ἐπιδαύρου ἀριθ. 2, πλησίον πλατείας Κυριακοῦ. — [1093, 1799, 1322, 1857]
column-3 — [599, 92, 842, 2172]
article-text: Κινδυνεύουσαι ἦσαν καὶ αἱ πέριξ οἰκίαι. Ἡ ζημία ὑπολογίζεται εἰς 80,000 δραχμάς. Ἡ Δημαρχία ἐλαβε μέτρα κατὰ τὴν νύκτα καὶ τὴν ἐπομένην πρὸς ἀποφυγὴν νέων πυρκαϊῶν. — [849, 626, 1079, 716]
headline: ΕΠΕΙΣΟΔΙΟΝ — [611, 1275, 830, 1310]
telegram-line: ΙΔΙΑΙΤ. ΤΗΛΕΓΡ. ΤΟΥ „ΕΜΠΡΟΣ“ — [1109, 554, 1306, 567]
divider — [363, 786, 591, 789]
finance-cell: 36.40 — [264, 403, 296, 415]
article-text: Ἀλλ' ὦ κ. Καθηγητά, δὲν ἐνθυμεῖσθε ὅτι τοῦτο ἐγένετο; Διατί λέγετε ψευδῆ; Ἡ ἀδελφή μου ἦτο ὑπὸ τὴν θεραπείαν σας καὶ σεῖς ἀπεφασίσατε τὴν ἐγχείρησιν εἰς τὸ Νοσοκομεῖον. — [1336, 262, 1566, 352]
article-text: Ἐρειπίασεις τὸ σπίτι τοῦ κ. Μπαρμπαρέσου, ἀφήσαντος ἐκεῖ ἐν τῷ μεταξὺ ἄνευ πυροσβεστικῶν μέσων. Ἡ πυρκαγιὰ κατέστρεψε τὰ πολυτιμότερα ἀντικείμενα, οὐδὲν διασωθὲν. — [849, 532, 1079, 622]
signature: Ν. Π. Μεταξᾶς (ἰατρός) — [1402, 978, 1566, 992]
article-text: ΛΟΝΔΙΝΟΝ, Τετάρτη, ὥρα 3 πρωινή. — Τηλεγραφοῦν πρὸς τοὺς Ταϊμς ἀναγγέλλει, ὅτι ὁ εἰς ἐκ τῶν ἀρχηγῶν τοῦ βουλγαρικοῦ Κομιτάτου, ὁ Τόντσεφ, συνελήφθη διαταγῇ τῆς Κυβερνήσεως καὶ ἐφυλακίσθη. Ἡ εἴδησις ἐκάμεν εὐάρεστον ἐντύπωσιν. — [1093, 335, 1322, 455]
divider — [67, 1227, 348, 1230]
finance-cell: Ἀτμ.Α.Α. — [188, 299, 262, 312]
finance-cell: Εἰκοσάφραγ. — [188, 377, 262, 403]
article-text: τοῦ εὐδρόμου σημαιοφόρων, ὑπεβλήθη τὰ κοσμήματα συναδέλφου τινός, ἀνακαλυφθέντα δὲ τάδε μεταξὺ τῶν ἀποσκευῶν του. — [606, 92, 835, 167]
finance-cell: Σιδ.Πειρ. — [188, 325, 262, 338]
seal-icon — [1343, 1104, 1443, 1204]
section-heading: ΠΑΡΑΔΟΣΙΣ ΥΛΙΚΟΥ — [146, 650, 269, 663]
finance-cell: Ἐθν.λαχ. — [67, 299, 130, 312]
article-text: Καὶ τὸ ἔγγραφον τοῦτο ἐπεστράφη, ὡς πάντα τὰ προηγούμενα τὰ γαλλιστὶ συντεταγμένα διὰ τὸν προέδρον τοῦ ἀπὸ ἡμερ. ὁπόσαι τὸ κίνημα καὶ ἐν τῷ ὑπουργείῳ ὁ ἐπιθεωρητὴς τοῦ Γραφείου τοῦ Ἐλέγχου. — [67, 556, 348, 646]
classified-ad: Ἐνοικιάζεται μάνδρα περιτειχισμένη ἐν τῇ ἐπὶ τῆς ὁδοῦ Σωκράτους καὶ Πλατεῖα Θεάτρου. Πληροφορίαι παρὰ τῷ ἰδιοκτήτῃ. — [1093, 1728, 1322, 1786]
divider — [363, 330, 591, 333]
headline: ΚΑΙ Ο κ. ΖΑΙΜΗΣ — [425, 1312, 529, 1325]
finance-cell — [262, 481, 347, 494]
finance-cell: Βιομηχαν. — [67, 442, 130, 455]
ad-heading: Δ. „ΜΑΡΙΝΟΠΟΥΛΟΣ“ — [1351, 1053, 1551, 1099]
divider — [67, 1513, 348, 1516]
finance-cell: 196.— — [130, 364, 188, 377]
ad-heading: ΝΟΣΗΜΑΤΑ — [1106, 1352, 1308, 1387]
telegram-line: ΙΔΙΑΙΤΕΡΟΝ ΤΗΛΕΓΡ. ΤΟΥ „ΕΜΠΡΟΣ“ — [363, 186, 591, 199]
headline: ΟΙ ΒΑΛΕΝΕΣ ΑΔΕΙΣ — [419, 795, 535, 808]
headline: ΣΤΑΣΙΣ ΖΑΠΤΙΕΔΩΝ — [102, 799, 312, 823]
salutation: Κύριε Καλλιοντζῆ, — [1393, 150, 1508, 164]
headline: ΟΙ ΡΩΣΟΙ — [127, 990, 288, 1025]
headline: ΑΙ ΠΑΡΑΣΤΑΣΕΙΣ ΤΗΣ ΕΛΛΑΔΟΣ — [381, 401, 573, 414]
classified-ad: Ἄπορος μαθητὴς γυμνασίου καλῆς οἰκογενείας ζητεῖ οἰκίαν ἢ θέσιν εἰς οἰκογένειαν. Διεύθυνσις Δ. Παπαγεωργίου παρὰ τῷ Ταχυδρομείῳ. — [1093, 1263, 1322, 1336]
finance-cell: » » » — [67, 364, 130, 377]
